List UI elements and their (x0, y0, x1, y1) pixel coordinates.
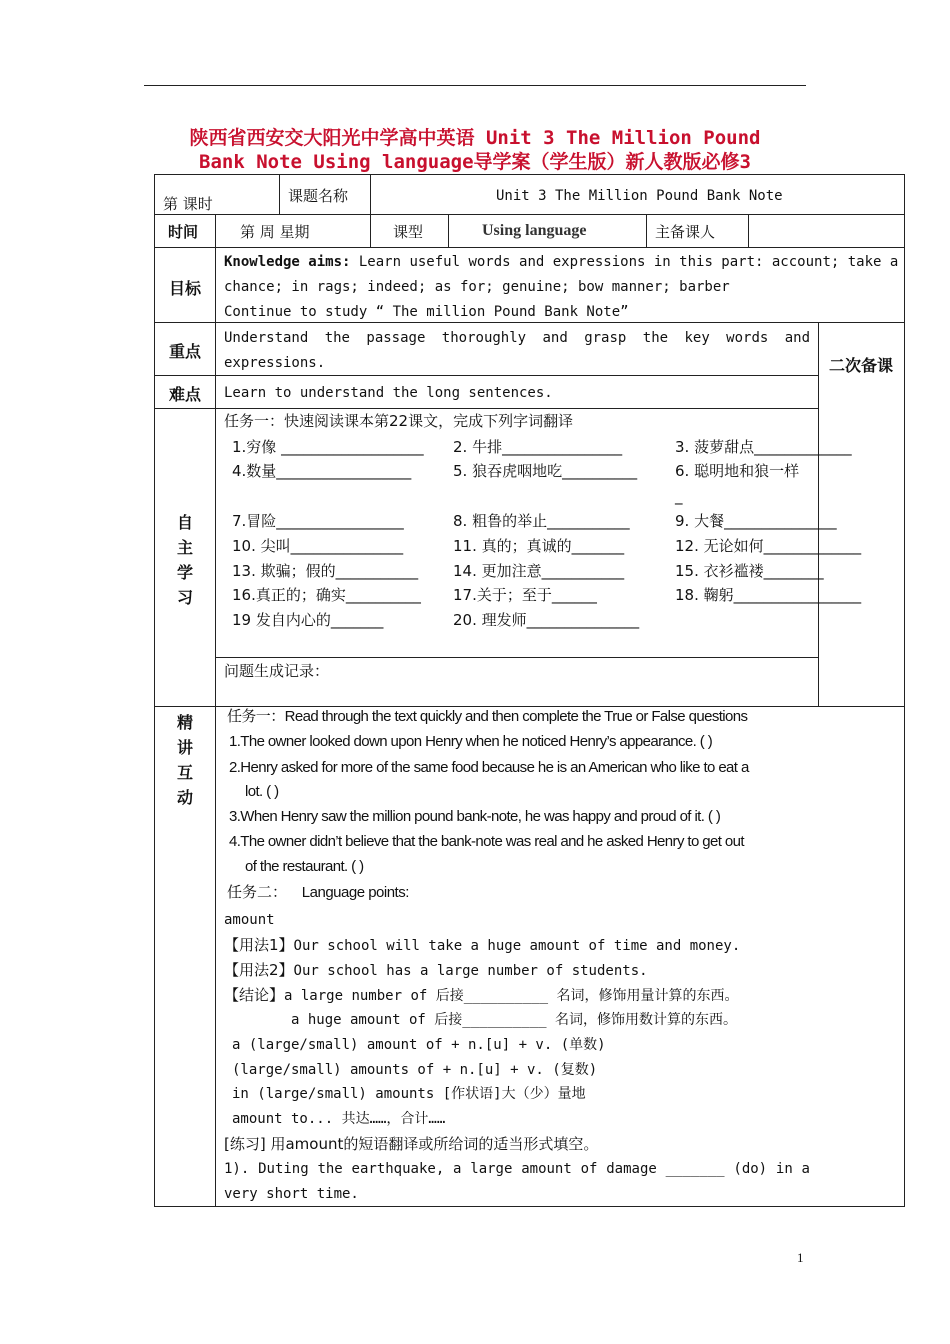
exercise-1-cont: very short time. (224, 1186, 359, 1202)
conclusion-1 (224, 985, 738, 1006)
document-title-line1: 陕西省西安交大阳光中学高中英语 Unit 3 The Million Pound (189, 127, 761, 149)
self-study-task: 任务一：快速阅读课本第22课文，完成下列字词翻译 (224, 412, 574, 430)
knowledge-aims (224, 252, 898, 272)
interactive-char-2: 讲 (176, 738, 193, 757)
task2-label: 任务二： (227, 883, 288, 901)
conclusion-2: a huge amount of 后接__________ 名词，修饰用数计算的东西。 (291, 1012, 738, 1028)
tf-question-2: 2.Henry asked for more of the same food because he is an American who like to eat a (229, 759, 749, 776)
rule-2: (large/small) amounts of + n.[u] + v. (复数) (232, 1062, 598, 1078)
difficulty-text: Learn to understand the long sentences. (224, 385, 553, 401)
usage-1-tag: 【用法1】 (224, 936, 294, 954)
usage-2 (224, 960, 648, 981)
vocab-item-17: 17.关于；至于______ (453, 586, 597, 604)
knowledge-aims-line2: chance; in rags; indeed; as for; genuine; bow manner; barber (224, 279, 730, 295)
exercise-1: 1). Duting the earthquake, a large amount of damage _______ (do) in a (224, 1161, 810, 1177)
vocab-item-6-blank: _ (675, 487, 683, 505)
self-study-label (175, 510, 195, 610)
vocab-item-18: 18. 鞠躬_________________ (675, 586, 862, 604)
key-points-line1: Understand the passage thoroughly and grasp the key words and (224, 330, 810, 346)
usage-2-text: Our school has a large number of students. (293, 963, 648, 979)
vocab-item-13: 13. 欺骗；假的___________ (232, 562, 419, 580)
interactive-char-1: 精 (176, 713, 193, 732)
vocab-item-1: 1.穷像 ___________________ (232, 438, 424, 456)
rule-3: in (large/small) amounts [作状语]大（少）量地 (232, 1086, 586, 1102)
self-study-char-4: 习 (176, 588, 193, 607)
lesson-type-label: 课型 (393, 223, 424, 241)
task2-text: Language points: (301, 884, 409, 901)
conclusion-1-text: a large number of 后接__________ 名词，修饰用量计算的东西。 (284, 988, 739, 1004)
tf-question-1: 1.The owner looked down upon Henry when he noticed Henry’s appearance. ( ) (229, 733, 713, 750)
key-points-label: 重点 (168, 342, 201, 361)
vocab-item-15: 15. 衣衫褴褛________ (675, 562, 824, 580)
vocab-item-3: 3. 菠萝甜点_____________ (675, 438, 852, 456)
knowledge-aims-line3: Continue to study “ The million Pound Bank Note” (224, 304, 629, 320)
vocab-item-16: 16.真正的；确实__________ (232, 586, 421, 604)
vocab-item-4: 4.数量__________________ (232, 462, 412, 480)
lesson-number-label: 第 课时 (163, 195, 213, 213)
knowledge-aims-label: Knowledge aims: (224, 254, 351, 270)
conclusion-tag: 【结论】 (224, 986, 285, 1004)
vocab-item-8: 8. 粗鲁的举止___________ (453, 512, 630, 530)
interactive-char-3: 互 (176, 763, 193, 782)
time-label: 时间 (168, 223, 199, 241)
vocab-item-7: 7.冒险_________________ (232, 512, 404, 530)
vocab-word: amount (224, 912, 275, 928)
tf-question-3: 3.When Henry saw the million pound bank-note, he was happy and proud of it. ( ) (229, 808, 721, 825)
vocab-item-11: 11. 真的；真诚的_______ (453, 537, 625, 555)
lesson-type-value: Using language (482, 222, 587, 239)
document-title-line2: Bank Note Using language导学案（学生版）新人教版必修3 (199, 151, 751, 173)
self-study-char-3: 学 (176, 563, 193, 582)
tf-question-4-cont: of the restaurant. ( ) (245, 858, 364, 875)
vocab-item-9: 9. 大餐_______________ (675, 512, 837, 530)
week-label: 第 周 星期 (240, 223, 310, 241)
vocab-item-20: 20. 理发师_______________ (453, 611, 640, 629)
vocab-item-19: 19 发自内心的_______ (232, 611, 384, 629)
usage-1 (224, 935, 740, 956)
tf-question-4: 4.The owner didn’t believe that the bank-note was real and he asked Henry to get out (229, 833, 744, 850)
task1-heading: 任务一：Read through the text quickly and then complete the True or False questions (227, 708, 748, 725)
preparer-label: 主备课人 (655, 223, 716, 241)
vocab-item-10: 10. 尖叫_______________ (232, 537, 404, 555)
usage-1-text: Our school will take a huge amount of time and money. (293, 938, 741, 954)
goal-label: 目标 (168, 279, 201, 298)
rule-1: a (large/small) amount of + n.[u] + v. (单数) (232, 1037, 606, 1053)
second-preparation-label: 二次备课 (829, 356, 894, 375)
self-study-char-1: 自 (176, 513, 193, 532)
rule-4: amount to... 共达……，合计…… (232, 1111, 446, 1127)
task2-heading (227, 882, 409, 903)
self-study-char-2: 主 (176, 538, 193, 557)
usage-2-tag: 【用法2】 (224, 961, 294, 979)
vocab-item-14: 14. 更加注意___________ (453, 562, 625, 580)
interactive-char-4: 动 (176, 788, 193, 807)
vocab-item-2: 2. 牛排________________ (453, 438, 623, 456)
question-record-label: 问题生成记录： (224, 662, 330, 680)
vocab-item-5: 5. 狼吞虎咽地吃__________ (453, 462, 638, 480)
knowledge-aims-line1: Learn useful words and expressions in this part: account; take a (358, 254, 899, 270)
vocab-item-6: 6. 聪明地和狼一样 (675, 462, 800, 480)
tf-question-2-cont: lot. ( ) (245, 783, 279, 800)
vocab-item-12: 12. 无论如何_____________ (675, 537, 862, 555)
topic-label: 课题名称 (288, 187, 349, 205)
difficulty-label: 难点 (168, 385, 201, 404)
practice-instruction: [练习] 用amount的短语翻译或所给词的适当形式填空。 (224, 1135, 599, 1153)
interactive-label (175, 710, 195, 810)
topic-value: Unit 3 The Million Pound Bank Note (496, 188, 783, 204)
page-number: 1 (797, 1250, 804, 1265)
key-points-line2: expressions. (224, 355, 326, 371)
